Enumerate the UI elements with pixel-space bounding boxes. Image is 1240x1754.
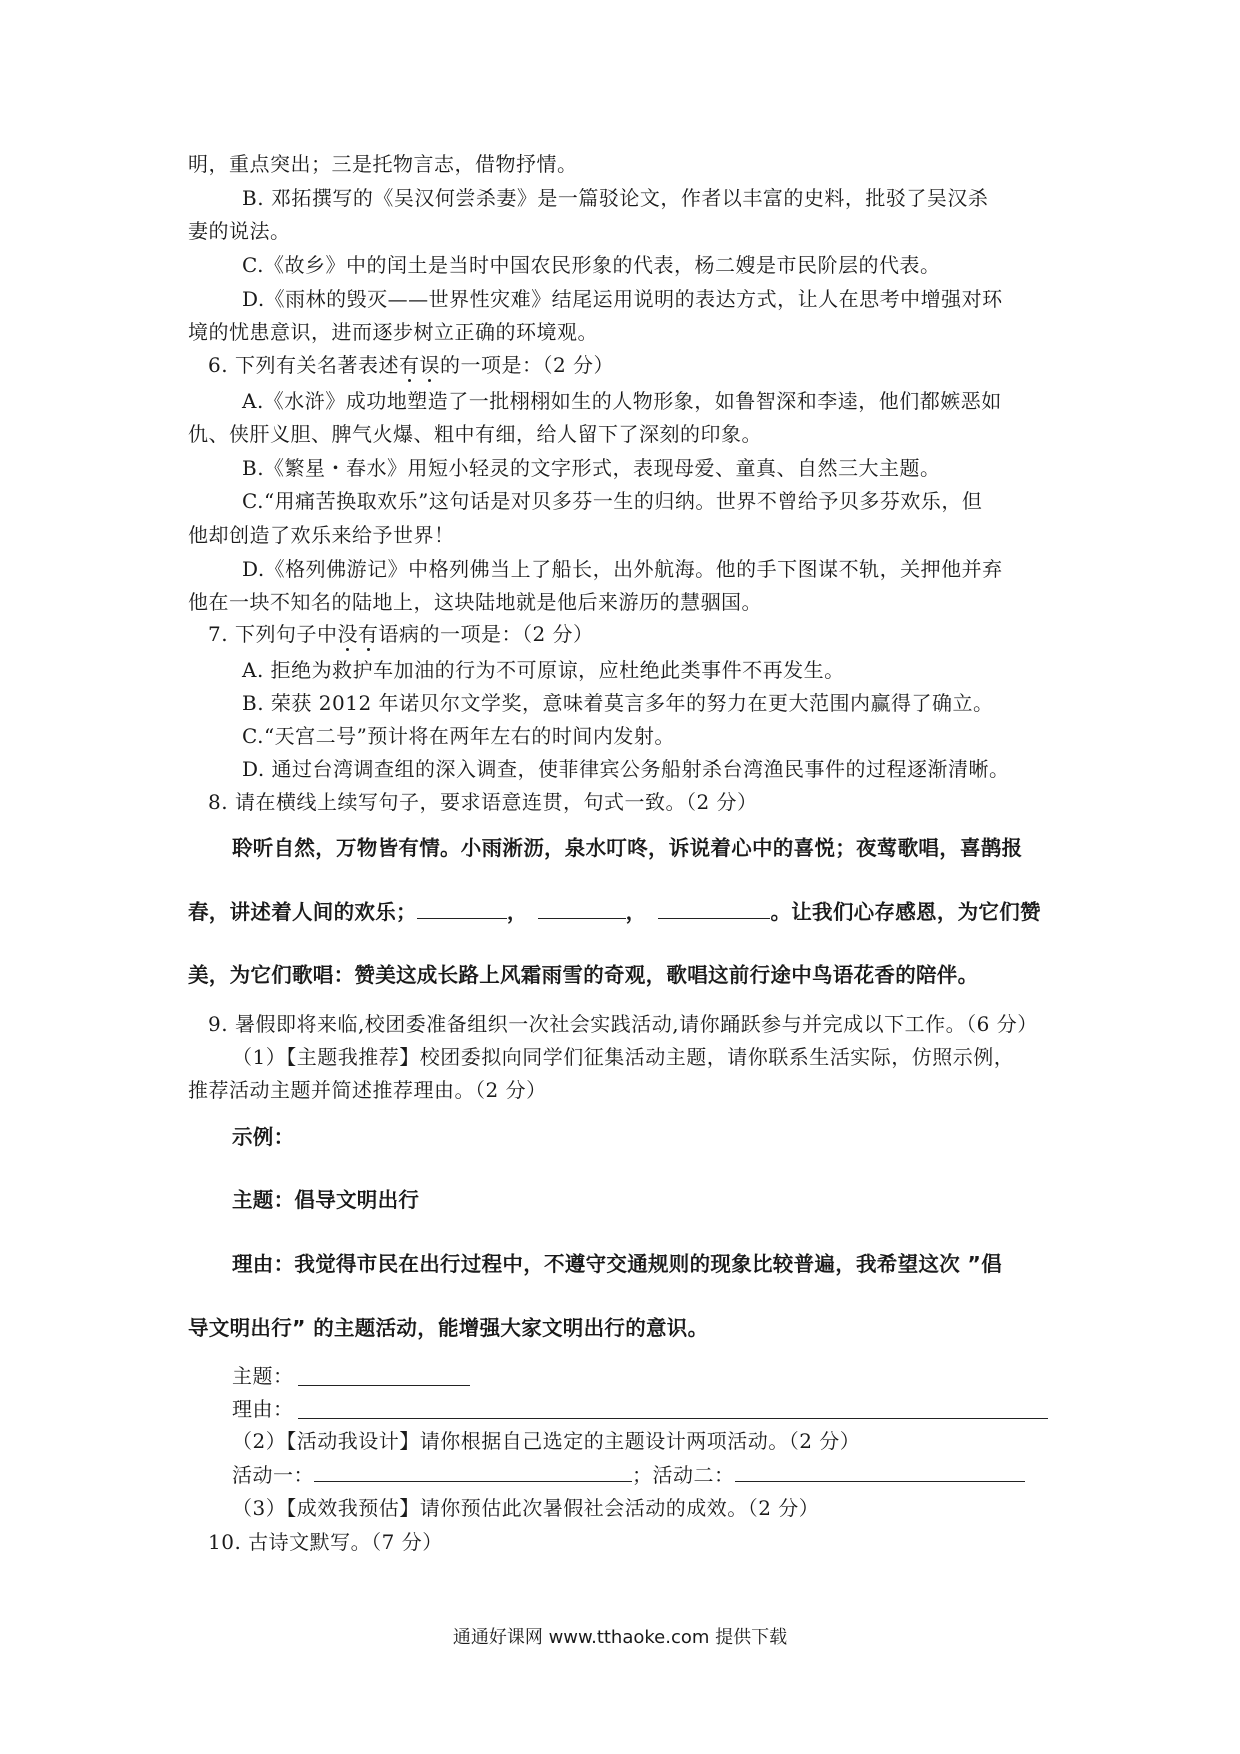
example-reason-cont: 导文明出行” 的主题活动，能增强大家文明出行的意识。 — [188, 1316, 709, 1340]
passage-fill-line: 春，讲述着人间的欢乐； ， ， 。让我们心存感恩，为它们赞 — [188, 900, 1041, 924]
emphasis-dot-char: 误 — [419, 353, 440, 377]
passage-line: 聆听自然，万物皆有情。小雨淅沥，泉水叮咚，诉说着心中的喜悦；夜莺歌唱，喜鹊报 — [232, 836, 1023, 860]
answer-blank[interactable] — [538, 900, 626, 919]
text-line: 推荐活动主题并简述推荐理由。（2 分） — [188, 1078, 547, 1102]
text-line: C.《故乡》中的闰土是当时中国农民形象的代表，杨二嫂是市民阶层的代表。 — [242, 253, 941, 277]
option-7c: C.“天宫二号”预计将在两年左右的时间内发射。 — [242, 724, 675, 748]
passage-line: 美，为它们歌唱：赞美这成长路上风霜雨雪的奇观，歌唱这前行途中鸟语花香的陪伴。 — [188, 963, 979, 987]
text-line: 明，重点突出；三是托物言志，借物抒情。 — [188, 152, 578, 176]
question-9: 9. 暑假即将来临,校团委准备组织一次社会实践活动,请你踊跃参与并完成以下工作。（6 分） — [208, 1012, 1038, 1036]
activity-one-blank[interactable] — [314, 1463, 632, 1482]
example-label: 示例： — [232, 1125, 295, 1149]
text-line: B. 邓拓撰写的《吴汉何尝杀妻》是一篇驳论文，作者以丰富的史料，批驳了吴汉杀 — [242, 186, 989, 210]
text-line: 他在一块不知名的陆地上，这块陆地就是他后来游历的慧骃国。 — [188, 590, 762, 614]
activity-two-blank[interactable] — [735, 1463, 1025, 1482]
sub-question-2: （2）【活动我设计】请你根据自己选定的主题设计两项活动。（2 分） — [232, 1429, 861, 1453]
topic-label: 主题： — [232, 1364, 294, 1388]
option-7a: A. 拒绝为救护车加油的行为不可原谅，应杜绝此类事件不再发生。 — [242, 658, 845, 682]
option-6c: C.“用痛苦换取欢乐”这句话是对贝多芬一生的归纳。世界不曾给予贝多芬欢乐，但 — [242, 489, 983, 513]
text-line: 妻的说法。 — [188, 219, 291, 243]
example-topic: 主题：倡导文明出行 — [232, 1188, 420, 1212]
topic-blank[interactable] — [298, 1385, 470, 1386]
emphasis-dot-char: 有 — [357, 622, 379, 646]
sub-question-3: （3）【成效我预估】请你预估此次暑假社会活动的成效。（2 分） — [232, 1496, 820, 1520]
answer-blank[interactable] — [658, 900, 770, 919]
option-6a: A.《水浒》成功地塑造了一批栩栩如生的人物形象，如鲁智深和李逵，他们都嫉恶如 — [242, 389, 1002, 413]
option-7b: B. 荣获 2012 年诺贝尔文学奖，意味着莫言多年的努力在更大范围内赢得了确立。 — [242, 691, 994, 715]
option-6b: B.《繁星・春水》用短小轻灵的文字形式，表现母爱、童真、自然三大主题。 — [242, 456, 941, 480]
option-6d: D.《格列佛游记》中格列佛当上了船长，出外航海。他的手下图谋不轨，关押他并弃 — [242, 557, 1003, 581]
sub-question-1: （1）【主题我推荐】校团委拟向同学们征集活动主题，请你联系生活实际，仿照示例， — [232, 1045, 1015, 1069]
activity-line: 活动一： ；活动二： — [232, 1462, 1025, 1488]
page-footer: 通通好课网 www.tthaoke.com 提供下载 — [452, 1627, 788, 1648]
question-8: 8. 请在横线上续写句子，要求语意连贯，句式一致。（2 分） — [208, 790, 758, 814]
reason-blank[interactable] — [298, 1418, 1048, 1419]
option-7d: D. 通过台湾调查组的深入调查，使菲律宾公务船射杀台湾渔民事件的过程逐渐清晰。 — [242, 757, 1010, 781]
reason-label: 理由： — [232, 1397, 294, 1421]
answer-blank[interactable] — [417, 900, 507, 919]
example-reason: 理由：我觉得市民在出行过程中，不遵守交通规则的现象比较普遍，我希望这次 ”倡 — [232, 1252, 1003, 1276]
text-line: D.《雨林的毁灭——世界性灾难》结尾运用说明的表达方式，让人在思考中增强对环 — [242, 287, 1003, 311]
question-10: 10. 古诗文默写。（7 分） — [208, 1530, 443, 1554]
text-line: 仇、侠肝义胆、脾气火爆、粗中有细，给人留下了深刻的印象。 — [188, 422, 762, 446]
question-7: 7. 下列句子中没有语病的一项是：（2 分） — [208, 622, 594, 646]
emphasis-dot-char: 没 — [337, 622, 358, 646]
emphasis-dot-char: 有 — [398, 353, 420, 377]
text-line: 他却创造了欢乐来给予世界！ — [188, 523, 455, 547]
text-line: 境的忧患意识，进而逐步树立正确的环境观。 — [188, 320, 598, 344]
question-6: 6. 下列有关名著表述有误的一项是：（2 分） — [208, 353, 615, 377]
